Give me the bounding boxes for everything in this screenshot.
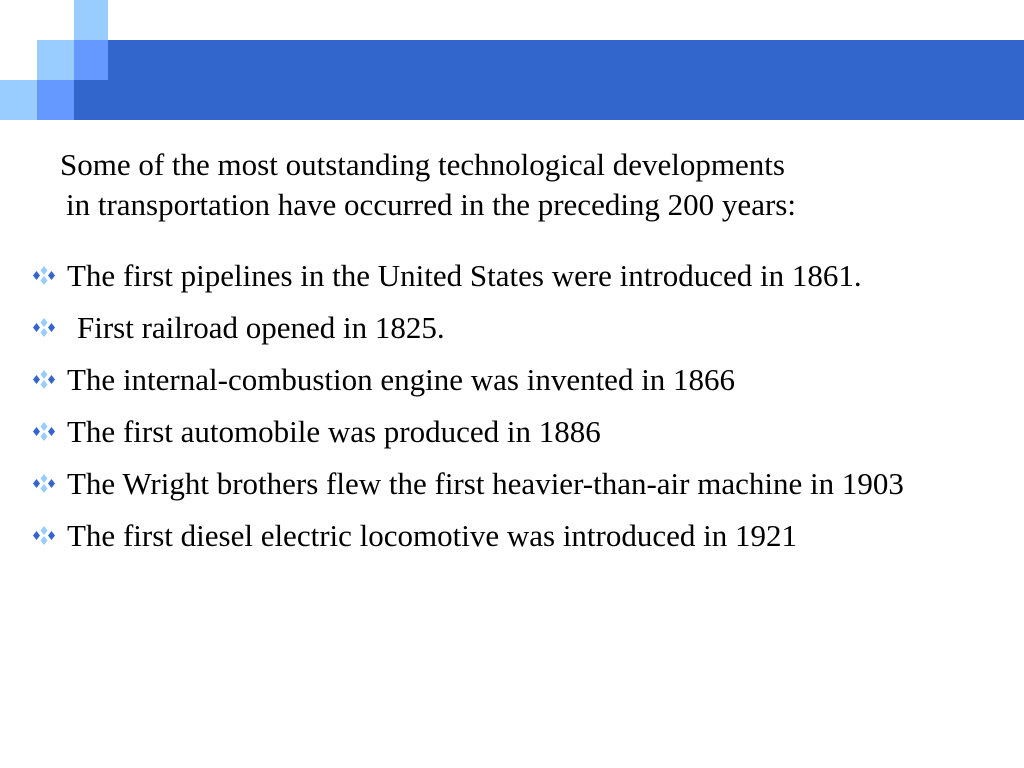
list-item (30, 516, 1005, 556)
header-square (37, 40, 74, 80)
header-square (37, 80, 74, 120)
header-bar (74, 40, 1024, 120)
list-item (30, 360, 1005, 400)
diamond-bullet-icon (30, 421, 58, 443)
bullet-text: The first automobile was produced in 1886 (67, 414, 601, 449)
header-square (74, 0, 108, 40)
header-square (74, 40, 108, 80)
diamond-bullet-icon (30, 317, 58, 339)
diamond-bullet-icon (30, 525, 58, 547)
bullet-list (30, 256, 1005, 568)
bullet-text: First railroad opened in 1825. (77, 310, 445, 345)
bullet-text: The internal-combustion engine was invented in 1866 (67, 362, 736, 397)
list-item (30, 308, 1005, 348)
header-square (0, 80, 37, 120)
diamond-bullet-icon (30, 473, 58, 495)
diamond-bullet-icon (30, 265, 58, 287)
list-item (30, 256, 1005, 296)
diamond-bullet-icon (30, 369, 58, 391)
intro-line-1: Some of the most outstanding technological developments (60, 147, 785, 182)
intro-paragraph (60, 145, 1010, 225)
bullet-text: The Wright brothers flew the first heavier-than-air machine in 1903 (67, 466, 904, 501)
bullet-text: The first diesel electric locomotive was introduced in 1921 (67, 518, 797, 553)
list-item (30, 412, 1005, 452)
intro-line-2: in transportation have occurred in the preceding 200 years: (66, 187, 796, 222)
bullet-text: The first pipelines in the United States were introduced in 1861. (67, 258, 862, 293)
list-item (30, 464, 1005, 504)
